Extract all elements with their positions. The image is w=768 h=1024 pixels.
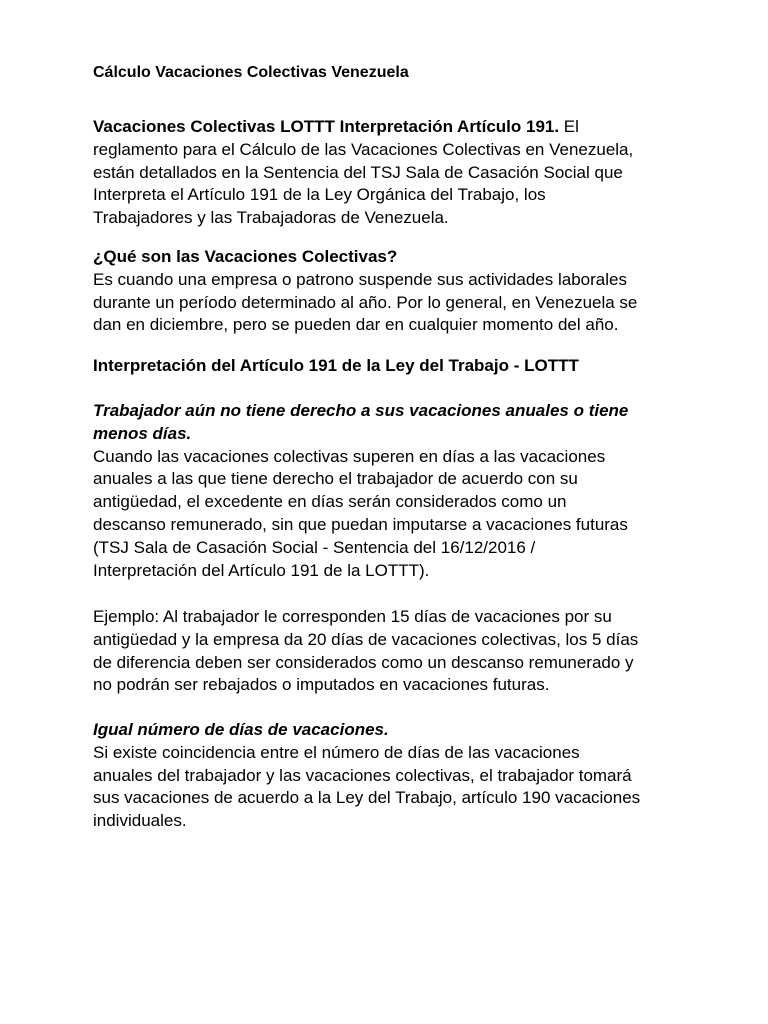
ejemplo-line: antigüedad y la empresa da 20 días de vacaciones colectivas, los 5 días — [93, 629, 639, 649]
ejemplo-line: Ejemplo: Al trabajador le corresponden 15 días de vacaciones por su — [93, 607, 612, 626]
case-menos-heading: Trabajador aún no tiene derecho a sus vacaciones anuales o tiene — [93, 401, 629, 420]
intro-line: Interpreta el Artículo 191 de la Ley Orgánica del Trabajo, los — [93, 185, 546, 205]
case-menos-line: Interpretación del Artículo 191 de la LOTTT). — [93, 560, 430, 580]
que-son-line: durante un período determinado al año. Por lo general, en Venezuela se — [93, 292, 638, 312]
ejemplo-line: de diferencia deben ser considerados como un descanso remunerado y — [93, 652, 634, 672]
que-son-heading: ¿Qué son las Vacaciones Colectivas? — [93, 247, 398, 266]
intro-lead-bold: Vacaciones Colectivas LOTTT Interpretación Artículo 191. — [93, 117, 560, 136]
intro-lead-tail: El — [559, 117, 579, 136]
interpretacion-section — [93, 355, 693, 378]
case-menos-line: antigüedad, el excedente en días serán considerados como un — [93, 492, 567, 512]
que-son-line: Es cuando una empresa o patrono suspende sus actividades laborales — [93, 269, 627, 289]
interpretacion-heading: Interpretación del Artículo 191 de la Ley del Trabajo - LOTTT — [93, 356, 579, 375]
case-igual-section — [93, 719, 693, 833]
case-menos-line: Cuando las vacaciones colectivas superen en días a las vacaciones — [93, 446, 606, 466]
case-menos-heading: menos días. — [93, 423, 192, 443]
que-son-line: dan en diciembre, pero se pueden dar en cualquier momento del año. — [93, 315, 619, 335]
case-igual-heading: Igual número de días de vacaciones. — [93, 720, 389, 739]
que-son-section — [93, 246, 693, 337]
intro-line: Trabajadores y las Trabajadoras de Venezuela. — [93, 208, 449, 228]
case-igual-line: Si existe coincidencia entre el número de días de las vacaciones — [93, 742, 580, 762]
case-menos-line: anuales a las que tiene derecho el trabajador de acuerdo con su — [93, 469, 578, 489]
case-igual-line: anuales del trabajador y las vacaciones colectivas, el trabajador tomará — [93, 765, 632, 785]
case-igual-line: individuales. — [93, 811, 187, 831]
case-menos-dias-section — [93, 400, 693, 582]
case-igual-line: sus vacaciones de acuerdo a la Ley del Trabajo, artículo 190 vacaciones — [93, 788, 641, 808]
case-menos-line: (TSJ Sala de Casación Social - Sentencia del 16/12/2016 / — [93, 537, 536, 557]
intro-line: reglamento para el Cálculo de las Vacaciones Colectivas en Venezuela, — [93, 139, 634, 159]
page-title: Cálculo Vacaciones Colectivas Venezuela — [93, 64, 409, 81]
ejemplo-line: no podrán ser rebajados o imputados en vacaciones futuras. — [93, 675, 550, 695]
intro-line: están detallados en la Sentencia del TSJ Sala de Casación Social que — [93, 162, 623, 182]
intro-paragraph — [93, 116, 693, 230]
intro-first-line — [93, 116, 693, 139]
ejemplo-paragraph — [93, 606, 693, 697]
case-menos-line: descanso remunerado, sin que puedan imputarse a vacaciones futuras — [93, 514, 628, 534]
